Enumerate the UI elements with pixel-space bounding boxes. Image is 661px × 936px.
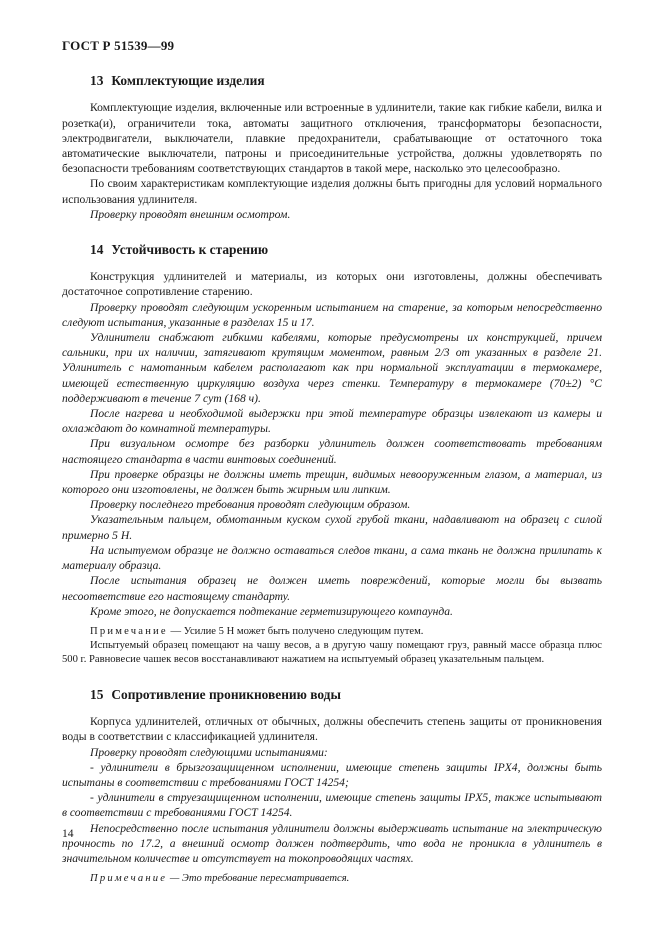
note-continuation: Испытуемый образец помещают на чашу весов, а в другую чашу помещают груз, равный массе образца плюс 500 г. Равновесие чашек весов восстанавливают нажатием на испытуемый образец указательным пальцем.: [62, 639, 602, 665]
section-number: 13: [90, 73, 104, 89]
note-text: — Это требование пересматривается.: [167, 873, 350, 885]
document-header: ГОСТ Р 51539—99: [62, 38, 175, 53]
section-number: 15: [90, 686, 104, 702]
paragraph-italic: После испытания образец не должен иметь повреждений, которые могли бы вызвать несоответствие его настоящему стандарту.: [62, 574, 602, 603]
note-text: — Усилие 5 Н может быть получено следующим путем.: [167, 625, 424, 637]
paragraph-italic: Кроме этого, не допускается подтекание герметизирующего компаунда.: [90, 604, 453, 618]
paragraph-italic: При визуальном осмотре без разборки удлинитель должен соответствовать требованиям настоящего стандарта в части винтовых соединений.: [62, 437, 602, 466]
section-13-title: [90, 73, 602, 88]
paragraph-italic: Удлинители снабжают гибкими кабелями, которые предусмотрены их конструкцией, причем сальники, при их наличии, затягивают крутящим моментом, равным 2/3 от указанных в разделе 21. Удлинитель с намотанным кабелем располагают как при нормальной эксплуатации в термокамере, имеющей естественную циркуляцию воздуха через стенки. Температуру в термокамере (70±2) °С поддерживают в течение 7 сут (168 ч).: [62, 331, 602, 405]
paragraph-italic: Проверку проводят следующими испытаниями:: [90, 745, 328, 759]
paragraph-italic: Проверку проводят следующим ускоренным испытанием на старение, за которым непосредственно следуют испытания, указанные в разделах 15 и 17.: [62, 300, 602, 329]
paragraph: Конструкция удлинителей и материалы, из которых они изготовлены, должны обеспечивать достаточное сопротивление старению.: [62, 270, 602, 299]
note-label: Примечание: [90, 873, 168, 885]
paragraph-italic: - удлинители в брызгозащищенном исполнении, имеющие степень защиты IPX4, должны быть испытаны в соответствии с требованиями ГОСТ 14254;: [62, 760, 602, 789]
section-15-title: [90, 687, 602, 702]
paragraph: По своим характеристикам комплектующие изделия должны быть пригодны для условий нормального использования удлинителя.: [62, 177, 602, 206]
section-14-title: [90, 242, 602, 257]
note-label: Примечание: [90, 625, 168, 637]
paragraph-italic: После нагрева и необходимой выдержки при этой температуре образцы извлекают из камеры и охлаждают до комнатной температуры.: [62, 407, 602, 436]
note: [62, 625, 602, 639]
paragraph: Комплектующие изделия, включенные или встроенные в удлинители, такие как гибкие кабели, вилка и розетка(и), ограничители тока, автоматы защитного отключения, трансформаторы безопасности, электродвигатели, выключатели, плавкие предохранители, срабатывающие от остаточного тока автоматические выключатели, патроны и присоединительные устройства, должны удовлетворять по безопасности требованиям соответствующих стандартов в такой мере, насколько это целесообразно.: [62, 101, 602, 176]
note: [62, 872, 602, 886]
paragraph-italic: На испытуемом образце не должно оставаться следов ткани, а сама ткань не должна прилипать к материалу образца.: [62, 543, 602, 573]
page-number: 14: [62, 827, 74, 840]
section-title-text: Устойчивость к старению: [111, 242, 269, 258]
document-page: [62, 38, 602, 886]
section-title-text: Комплектующие изделия: [111, 73, 265, 89]
paragraph: Корпуса удлинителей, отличных от обычных, должны обеспечить степень защиты от проникновения воды в соответствии с классификацией удлинителя.: [62, 715, 602, 744]
paragraph-italic: Проверку последнего требования проводят следующим образом.: [90, 498, 411, 512]
paragraph-italic: Непосредственно после испытания удлинители должны выдерживать испытание на электрическую прочность по 17.2, а внешний осмотр должен подтвердить, что вода не проникла в удлинитель в значительном количестве и отсутствует на токопроводящих частях.: [62, 821, 602, 865]
paragraph-italic: При проверке образцы не должны иметь трещин, видимых невооруженным глазом, а материал, из которого они изготовлены, не должен быть жирным или липким.: [62, 467, 602, 497]
paragraph-italic: - удлинители в струезащищенном исполнении, имеющие степень защиты IPX5, также испытывают в соответствии с требованиями ГОСТ 14254.: [62, 791, 602, 820]
section-title-text: Сопротивление проникновению воды: [111, 686, 341, 702]
section-number: 14: [90, 242, 104, 258]
paragraph-italic: Проверку проводят внешним осмотром.: [90, 207, 291, 221]
paragraph-italic: Указательным пальцем, обмотанным куском сухой грубой ткани, надавливают на образец с силой примерно 5 Н.: [62, 513, 602, 542]
